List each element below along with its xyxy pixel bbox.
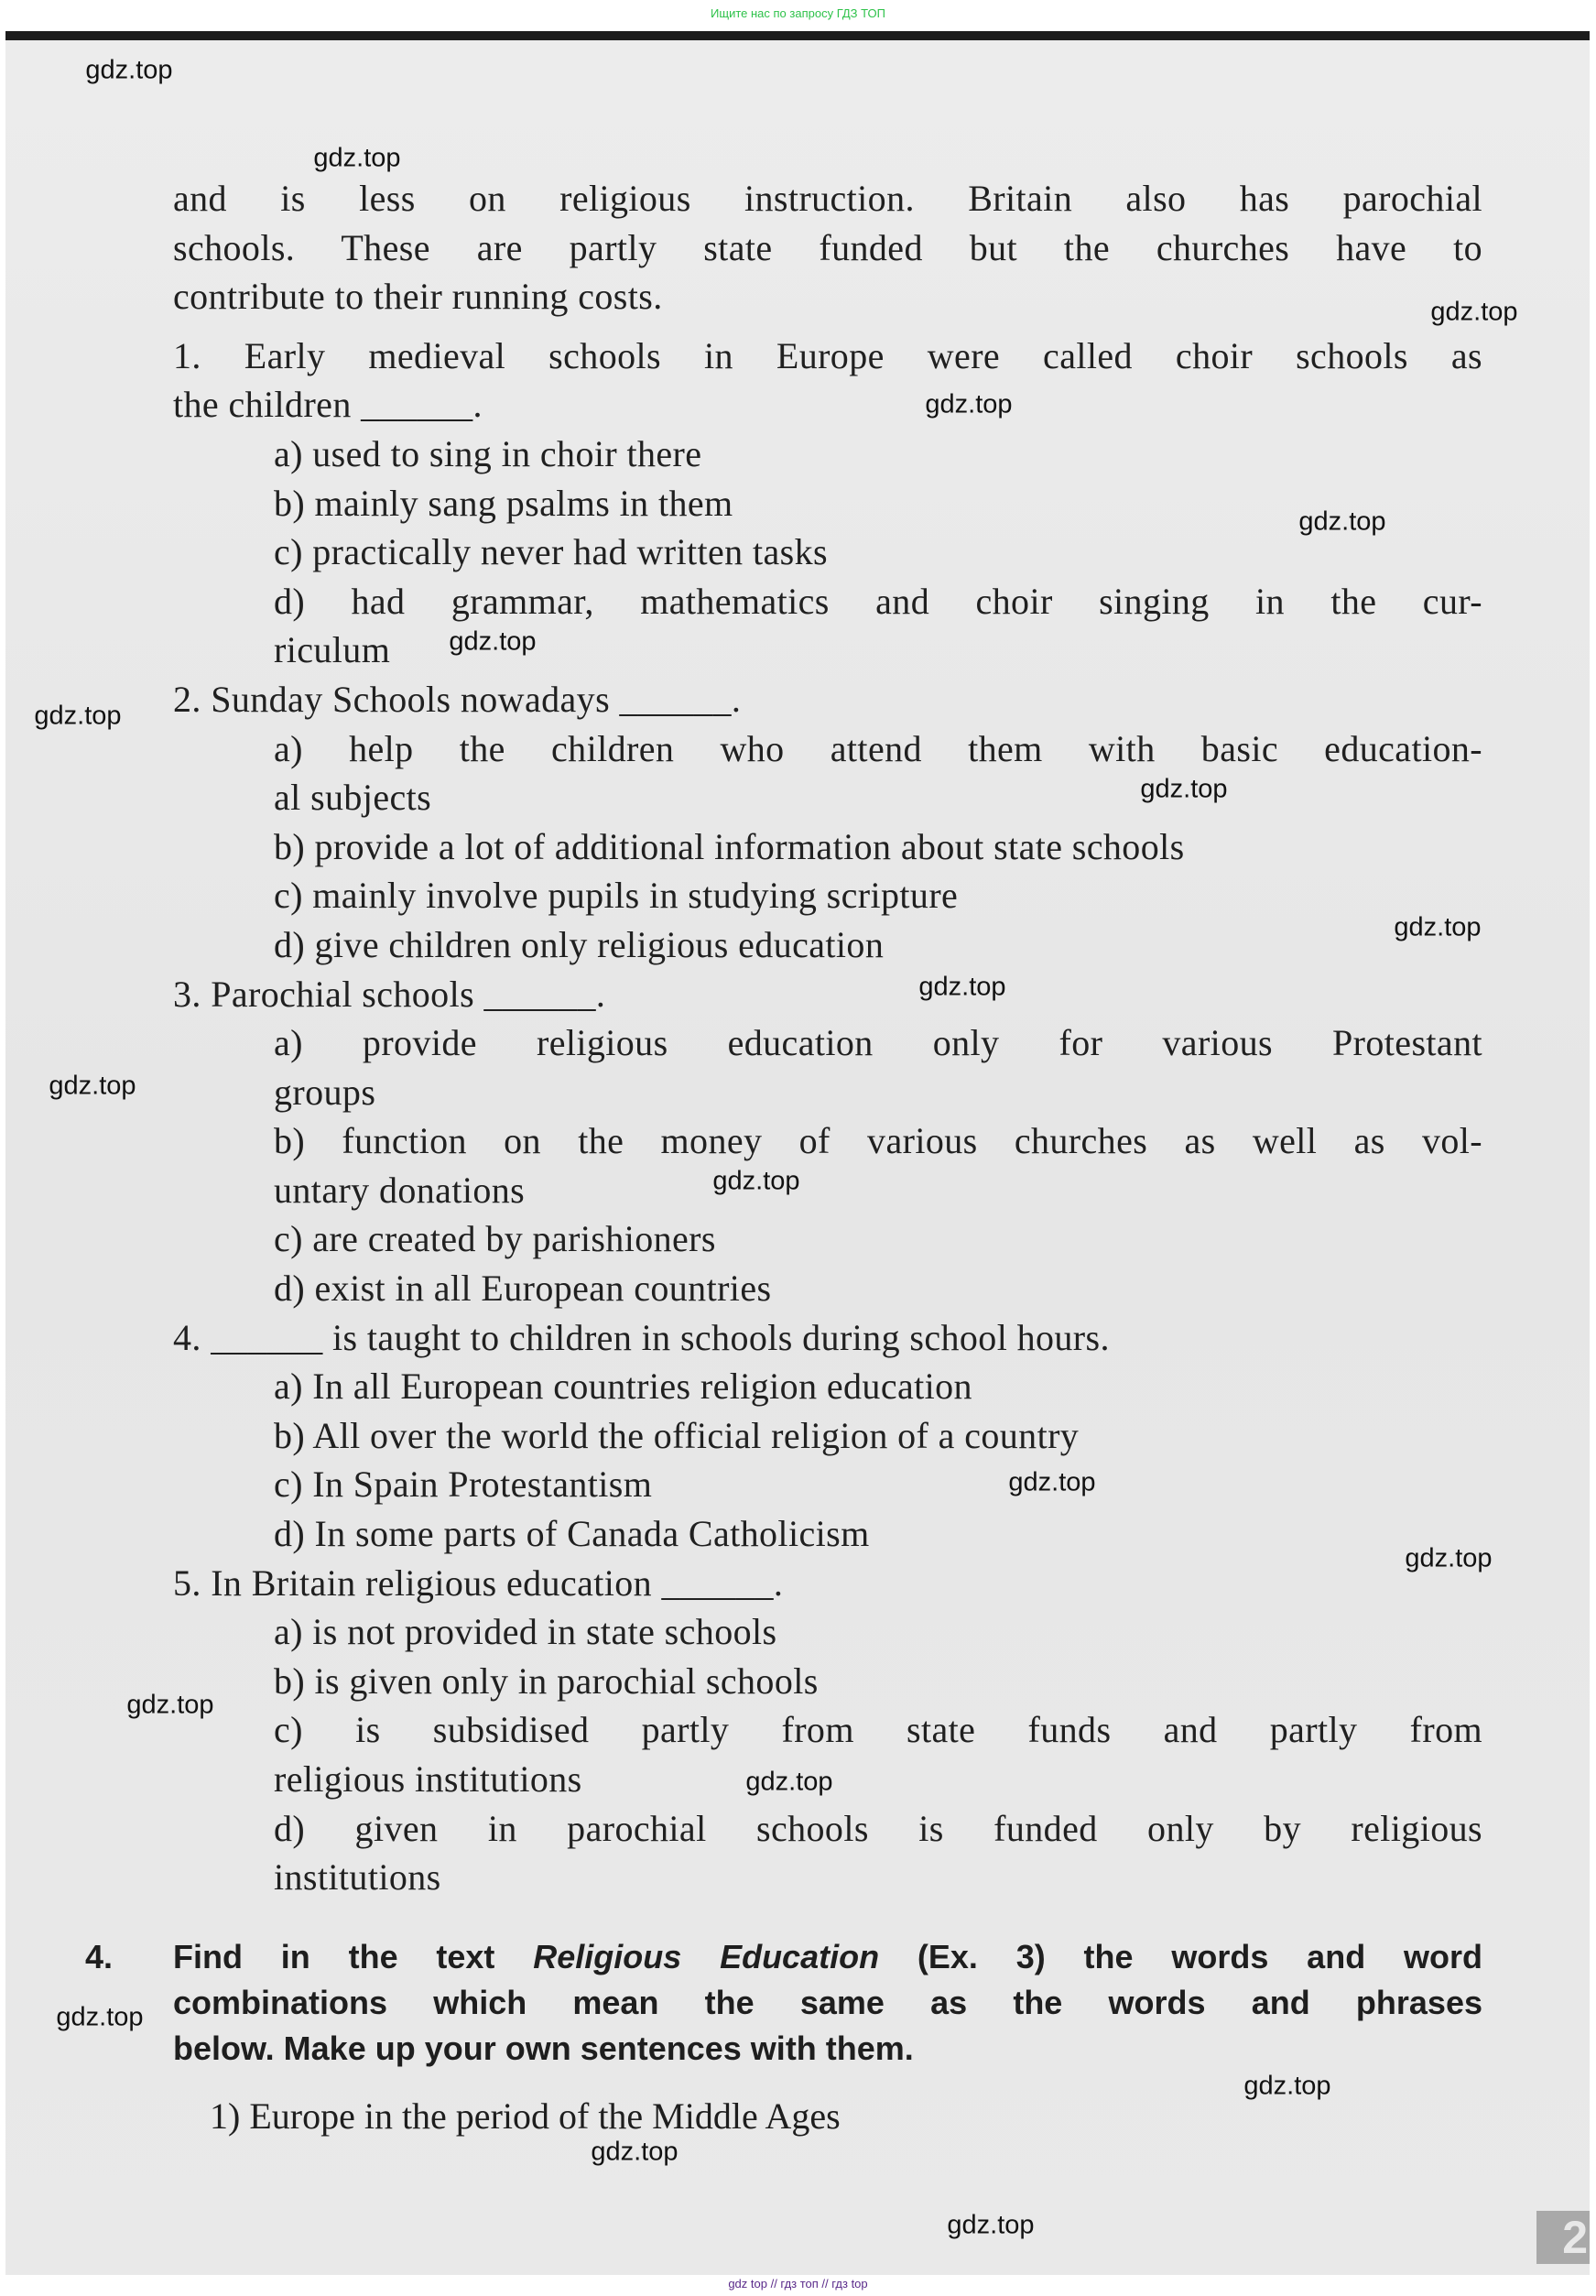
watermark: gdz.top	[925, 389, 1013, 419]
answer-option	[173, 479, 1482, 528]
page-content	[173, 174, 1482, 1902]
answer-option-line: d) exist in all European countries	[274, 1268, 772, 1310]
text-title: Religious Education	[533, 1938, 880, 1975]
answer-option-line: b) function on the money of various churches as well as vol-	[274, 1120, 1482, 1162]
passage-line: and is less on religious instruction. Britain also has parochial	[173, 178, 1482, 219]
answer-option	[173, 724, 1482, 822]
question-3	[173, 970, 1482, 1313]
answer-option	[173, 1657, 1482, 1706]
watermark: gdz.top	[1008, 1467, 1096, 1497]
answer-option	[173, 1509, 1482, 1559]
footer-links: gdz top // гдз топ // гдз top	[728, 2277, 868, 2291]
answer-option-line: d) give children only religious education	[274, 923, 885, 965]
answer-option-line: d) In some parts of Canada Catholicism	[274, 1513, 870, 1555]
watermark: gdz.top	[1405, 1543, 1493, 1573]
answer-option-line: a) help the children who attend them with basic education-	[274, 727, 1482, 769]
watermark: gdz.top	[1298, 506, 1386, 537]
passage-line: contribute to their running costs.	[173, 276, 663, 318]
question-stem: 4. ______ is taught to children in schools during school hours.	[173, 1316, 1110, 1358]
answer-option-line: c) In Spain Protestantism	[274, 1464, 653, 1506]
question-2	[173, 675, 1482, 970]
answer-option	[173, 1804, 1482, 1902]
answer-option-line: a) provide religious education only for various Protestant	[274, 1022, 1482, 1064]
exercise-instruction-line: combinations which mean the same as the words and phrases	[173, 1984, 1482, 2021]
watermark: gdz.top	[1140, 774, 1228, 804]
question-stem: the children ______.	[173, 384, 483, 426]
answer-option-line: institutions	[274, 1856, 441, 1899]
answer-option-line: a) is not provided in state schools	[274, 1611, 777, 1653]
answer-option	[173, 1607, 1482, 1657]
answer-option-line: d) given in parochial schools is funded only by religious	[274, 1807, 1482, 1849]
answer-option	[173, 1411, 1482, 1461]
answer-option-line: untary donations	[274, 1169, 526, 1211]
watermark: gdz.top	[449, 626, 537, 657]
exercise-instruction-line: Find in the text Religious Education (Ex. 3) the words and word	[173, 1938, 1482, 1975]
watermark: gdz.top	[745, 1767, 833, 1797]
answer-option-line: religious institutions	[274, 1758, 582, 1800]
answer-option	[173, 822, 1482, 872]
question-5	[173, 1559, 1482, 1902]
watermark: gdz.top	[34, 701, 122, 731]
answer-option	[173, 920, 1482, 970]
answer-option	[173, 1214, 1482, 1264]
answer-option	[173, 1362, 1482, 1411]
exercise-instructions	[173, 1934, 1482, 2072]
answer-option	[173, 871, 1482, 920]
watermark: gdz.top	[49, 1071, 136, 1101]
answer-option-line: riculum	[274, 629, 391, 671]
watermark: gdz.top	[313, 143, 401, 173]
watermark: gdz.top	[947, 2210, 1035, 2240]
answer-option-line: a) used to sing in choir there	[274, 432, 702, 474]
answer-option	[173, 430, 1482, 479]
answer-option-line: a) In all European countries religion education	[274, 1366, 972, 1408]
exercise-item: 1) Europe in the period of the Middle Ages	[210, 2095, 841, 2137]
question-4	[173, 1313, 1482, 1559]
page-number-tab: 2	[1536, 2211, 1590, 2264]
answer-option-line: c) mainly involve pupils in studying scripture	[274, 875, 959, 917]
answer-option-line: c) practically never had written tasks	[274, 531, 828, 573]
question-stem: 5. In Britain religious education ______.	[173, 1561, 784, 1604]
watermark: gdz.top	[1430, 297, 1518, 327]
answer-option-line: al subjects	[274, 777, 432, 819]
answer-option	[173, 1460, 1482, 1509]
answer-option-line: b) All over the world the official religion of a country	[274, 1414, 1080, 1456]
answer-option	[173, 528, 1482, 577]
answer-option-line: groups	[274, 1071, 376, 1113]
exercise-number: 4.	[85, 1938, 114, 1975]
exercise-instruction-line: below. Make up your own sentences with them.	[173, 2029, 914, 2067]
question-stem: 2. Sunday Schools nowadays ______.	[173, 678, 742, 720]
question-stem: 1. Early medieval schools in Europe were called choir schools as	[173, 334, 1482, 376]
watermark: gdz.top	[1243, 2071, 1331, 2101]
watermark: gdz.top	[85, 55, 173, 85]
answer-option	[173, 1018, 1482, 1116]
page-top-edge	[5, 31, 1590, 40]
answer-option	[173, 577, 1482, 675]
answer-option-line: b) provide a lot of additional information about state schools	[274, 825, 1185, 867]
watermark: gdz.top	[591, 2137, 679, 2167]
answer-option-line: c) is subsidised partly from state funds and partly from	[274, 1709, 1482, 1751]
question-stem: 3. Parochial schools ______.	[173, 973, 606, 1015]
passage	[173, 174, 1482, 321]
answer-option-line: b) is given only in parochial schools	[274, 1659, 819, 1702]
question-1	[173, 332, 1482, 675]
answer-option-line: c) are created by parishioners	[274, 1218, 716, 1260]
promo-banner: Ищите нас по запросу ГДЗ ТОП	[711, 6, 885, 20]
watermark: gdz.top	[918, 972, 1006, 1002]
answer-option	[173, 1264, 1482, 1313]
watermark: gdz.top	[126, 1690, 214, 1720]
question-list	[173, 332, 1482, 1902]
answer-option-line: d) had grammar, mathematics and choir singing in the cur-	[274, 580, 1482, 622]
passage-line: schools. These are partly state funded but the churches have to	[173, 226, 1482, 268]
answer-option	[173, 1116, 1482, 1214]
watermark: gdz.top	[712, 1166, 800, 1196]
answer-option-line: b) mainly sang psalms in them	[274, 482, 733, 524]
watermark: gdz.top	[56, 2002, 144, 2032]
watermark: gdz.top	[1394, 912, 1482, 942]
